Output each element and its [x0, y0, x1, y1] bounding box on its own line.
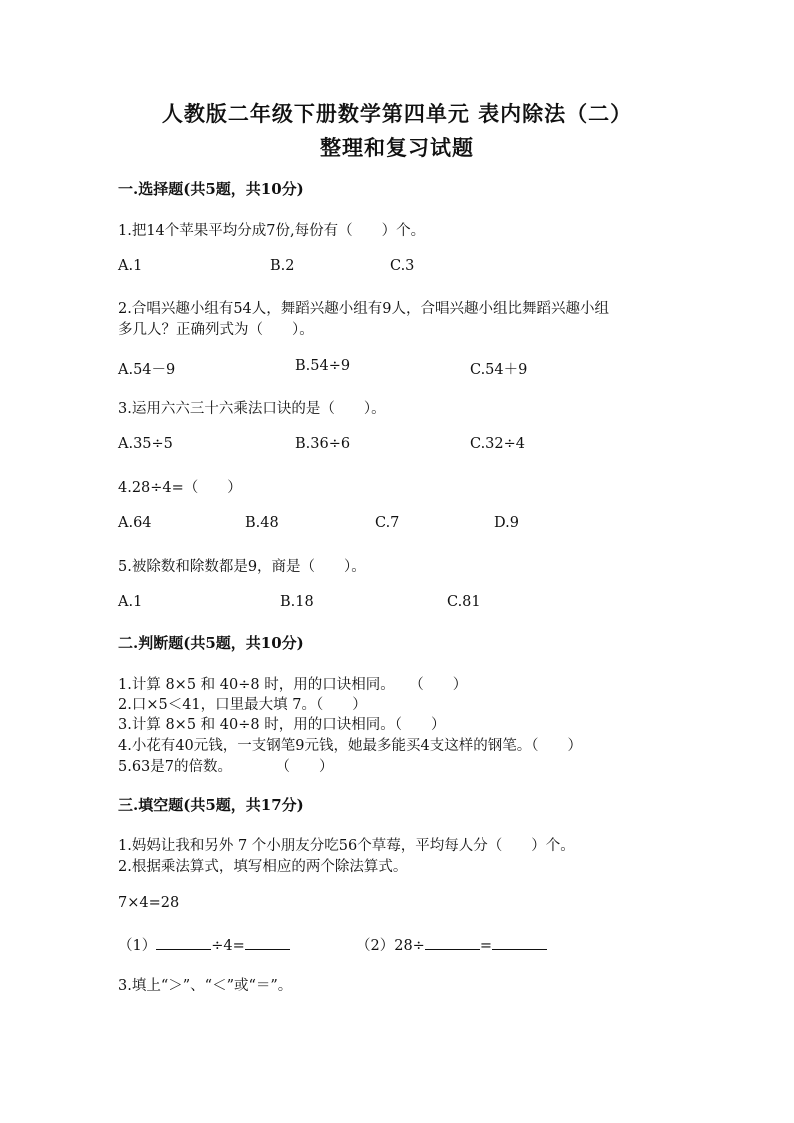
section-heading-judgement: 二.判断题(共5题，共10分) [118, 634, 304, 652]
option-b: B.36÷6 [295, 436, 351, 452]
option-d: D.9 [494, 515, 519, 531]
option-b: B.54÷9 [295, 358, 351, 374]
question-text: 1.把14个苹果平均分成7份,每份有（ ）个。 [118, 223, 426, 239]
answer-blank[interactable] [492, 935, 547, 950]
option-c: C.81 [447, 594, 481, 610]
option-c: C.3 [390, 258, 415, 274]
section-heading-choice: 一.选择题(共5题，共10分) [118, 180, 304, 198]
option-b: B.18 [280, 594, 314, 610]
fill-question: 3.填上“＞”、“＜”或“＝”。 [118, 978, 293, 994]
section-heading-fill: 三.填空题(共5题，共17分) [118, 796, 304, 814]
option-c: C.7 [375, 515, 400, 531]
question-text: 5.被除数和除数都是9，商是（ ）。 [118, 559, 366, 575]
answer-blank[interactable] [425, 935, 480, 950]
fill-blank-row [118, 934, 290, 955]
answer-blank[interactable] [245, 935, 290, 950]
option-a: A.54－9 [118, 362, 176, 378]
equation-text: 7×4=28 [118, 895, 180, 911]
judgement-item: 1.计算 8×5 和 40÷8 时，用的口诀相同。 （ ） [118, 677, 468, 693]
question-text: 多几人？正确列式为（ ）。 [118, 322, 314, 338]
blank2-prefix: （2）28÷ [356, 938, 425, 954]
blank2-mid: = [479, 938, 492, 954]
option-b: B.2 [270, 258, 295, 274]
fill-blank-row [356, 934, 547, 955]
answer-blank[interactable] [156, 935, 211, 950]
page-title: 人教版二年级下册数学第四单元 表内除法（二） [161, 101, 633, 126]
question-text: 2.合唱兴趣小组有54人，舞蹈兴趣小组有9人，合唱兴趣小组比舞蹈兴趣小组 [118, 301, 610, 317]
judgement-item: 4.小花有40元钱，一支钢笔9元钱，她最多能买4支这样的钢笔。（ ） [118, 738, 582, 754]
fill-question: 1.妈妈让我和另外 7 个小朋友分吃56个草莓，平均每人分（ ）个。 [118, 838, 575, 854]
option-a: A.35÷5 [118, 436, 173, 452]
option-a: A.64 [118, 515, 152, 531]
judgement-item: 3.计算 8×5 和 40÷8 时，用的口诀相同。（ ） [118, 717, 446, 733]
question-text: 4.28÷4=（ ） [118, 480, 242, 496]
option-a: A.1 [118, 258, 143, 274]
blank1-mid: ÷4= [211, 938, 245, 954]
blank1-prefix: （1） [118, 938, 157, 954]
option-c: C.54＋9 [470, 362, 528, 378]
fill-question: 2.根据乘法算式，填写相应的两个除法算式。 [118, 859, 408, 875]
page-subtitle: 整理和复习试题 [320, 135, 474, 160]
judgement-item: 5.63是7的倍数。 （ ） [118, 759, 334, 775]
option-c: C.32÷4 [470, 436, 526, 452]
option-a: A.1 [118, 594, 143, 610]
judgement-item: 2.口×5＜41，口里最大填 7。（ ） [118, 697, 367, 713]
option-b: B.48 [245, 515, 279, 531]
question-text: 3.运用六六三十六乘法口诀的是（ ）。 [118, 401, 386, 417]
